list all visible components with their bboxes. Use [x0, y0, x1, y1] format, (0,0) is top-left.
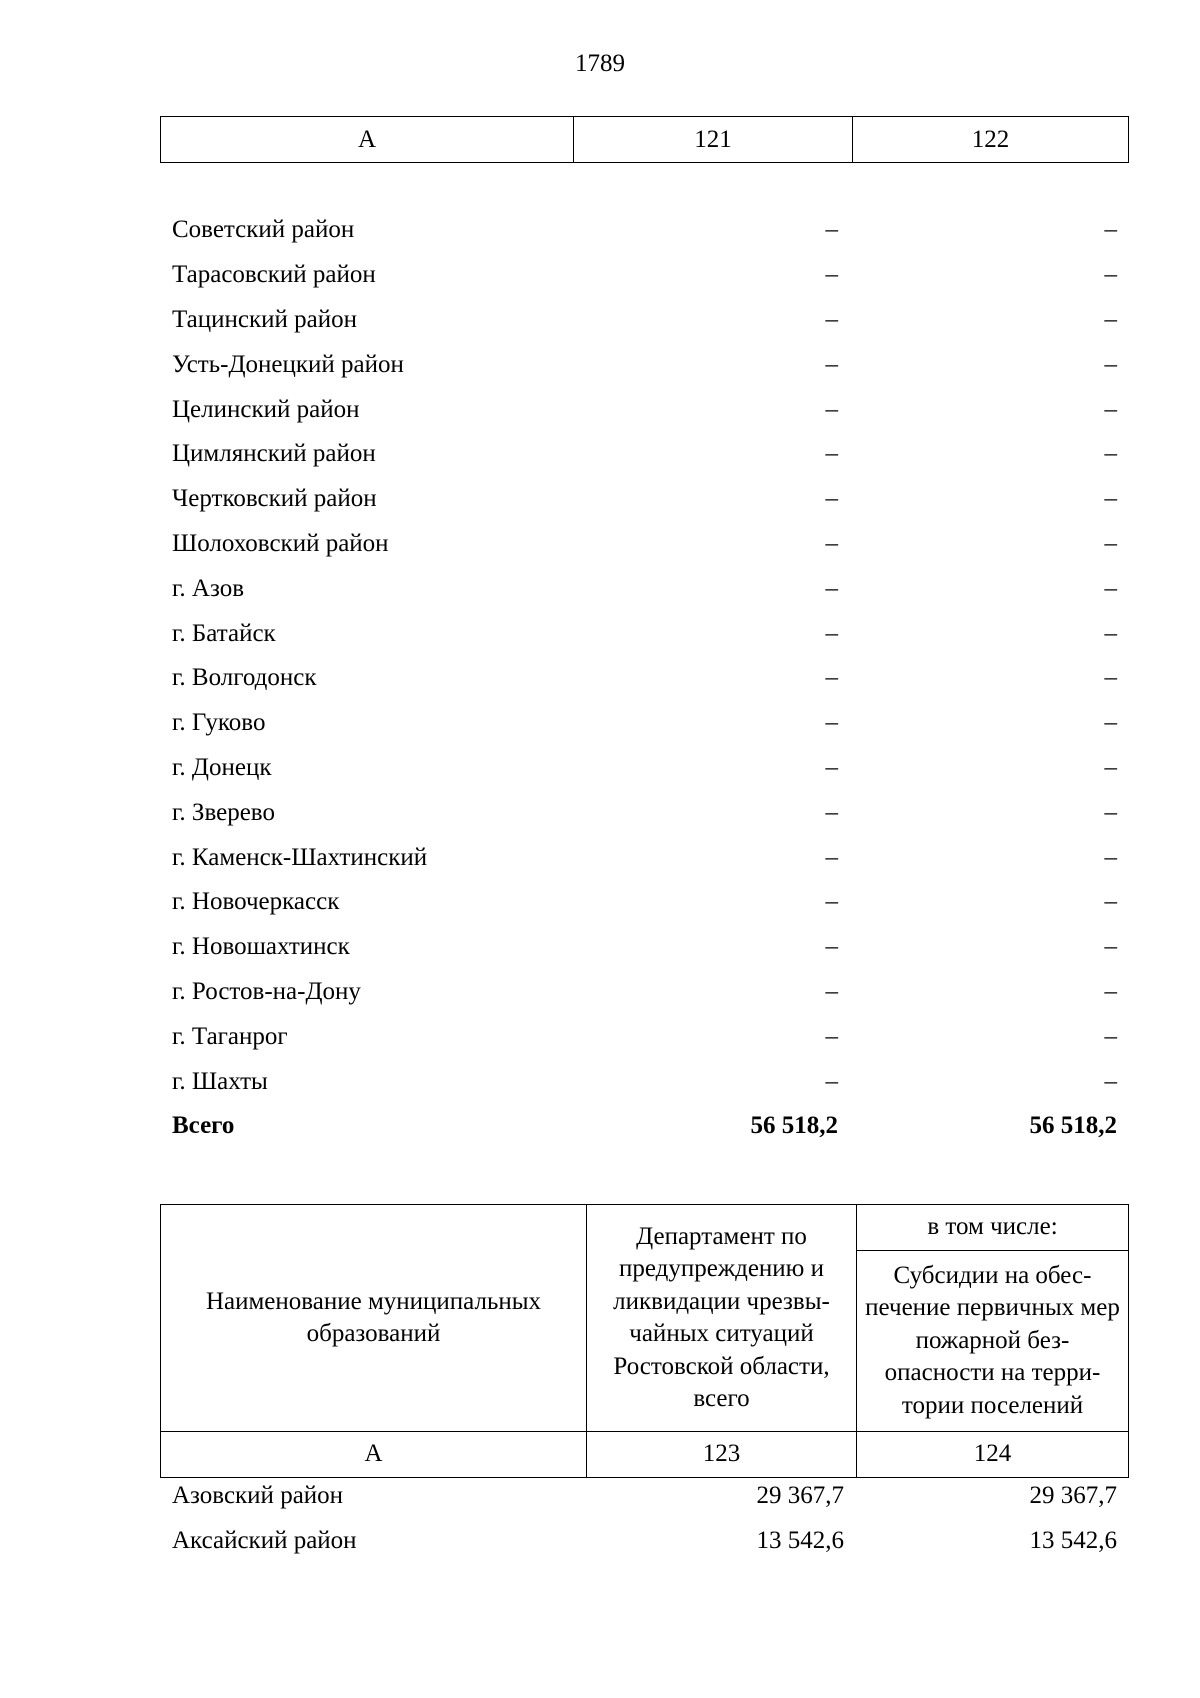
row-value-1: –	[825, 216, 838, 244]
table-row	[160, 298, 1129, 343]
row-name: г. Батайск	[172, 619, 276, 647]
table2-number-123: 123	[587, 1432, 857, 1478]
row-name: Всего	[172, 1112, 235, 1140]
row-value-1: –	[825, 977, 838, 1005]
row-value-1: 29 367,7	[756, 1482, 844, 1510]
table-row	[160, 880, 1129, 925]
table-row	[160, 208, 1129, 253]
row-value-2: –	[1104, 574, 1117, 602]
table-row	[160, 790, 1129, 835]
row-value-1: –	[825, 888, 838, 916]
table-row	[160, 477, 1129, 522]
row-value-1: –	[825, 1022, 838, 1050]
row-value-1: –	[825, 664, 838, 692]
table-row	[160, 701, 1129, 746]
row-value-2: –	[1104, 843, 1117, 871]
row-value-2: –	[1104, 305, 1117, 333]
row-name: г. Шахты	[172, 1067, 268, 1095]
table2-header	[160, 1204, 1129, 1478]
table1-header-col-122: 122	[853, 117, 1129, 163]
row-name: Аксайский район	[172, 1527, 357, 1555]
row-value-2: –	[1104, 933, 1117, 961]
table1-header-col-a: А	[161, 117, 574, 163]
table-row	[160, 432, 1129, 477]
row-value-1: –	[825, 305, 838, 333]
row-value-2: –	[1104, 216, 1117, 244]
table2-col-name-header: Наименование муниципальных образований	[161, 1205, 587, 1432]
row-value-1: –	[825, 440, 838, 468]
table1-body	[160, 208, 1129, 1149]
row-value-1: –	[825, 619, 838, 647]
table-row	[160, 746, 1129, 791]
table2-number-124: 124	[857, 1432, 1129, 1478]
table-row	[160, 835, 1129, 880]
row-value-2: –	[1104, 261, 1117, 289]
row-name: Чертковский район	[172, 485, 377, 513]
row-value-1: –	[825, 574, 838, 602]
row-value-2: –	[1104, 753, 1117, 781]
table-row	[160, 656, 1129, 701]
table-row	[160, 342, 1129, 387]
table2-col-dept-header: Департамент по предупреждению и ликвидации чрезвы-чайных ситуаций Ростовской области, всего	[587, 1205, 857, 1432]
table-row	[160, 925, 1129, 970]
row-name: г. Азов	[172, 574, 245, 602]
row-name: Советский район	[172, 216, 355, 244]
row-name: Усть-Донецкий район	[172, 350, 404, 378]
table-row	[160, 253, 1129, 298]
row-value-2: –	[1104, 888, 1117, 916]
row-name: Тарасовский район	[172, 261, 376, 289]
table1-header	[160, 116, 1129, 163]
table-row	[160, 387, 1129, 432]
row-value-2: –	[1104, 664, 1117, 692]
row-value-1: –	[825, 485, 838, 513]
table2-body	[160, 1474, 1129, 1564]
row-value-2: –	[1104, 1067, 1117, 1095]
row-value-1: –	[825, 709, 838, 737]
row-value-2: –	[1104, 350, 1117, 378]
table-row	[160, 1474, 1129, 1519]
row-value-1: –	[825, 261, 838, 289]
table-row	[160, 1519, 1129, 1564]
row-value-1: –	[825, 753, 838, 781]
row-value-2: –	[1104, 977, 1117, 1005]
row-name: г. Каменск-Шахтинский	[172, 843, 428, 871]
row-name: Азовский район	[172, 1482, 344, 1510]
table2-col-incl-header: в том числе:	[857, 1205, 1129, 1251]
table-row	[160, 611, 1129, 656]
row-value-2: –	[1104, 619, 1117, 647]
row-value-2: –	[1104, 440, 1117, 468]
row-value-2: –	[1104, 709, 1117, 737]
row-value-1: 13 542,6	[756, 1527, 844, 1555]
row-value-2: 29 367,7	[1029, 1482, 1117, 1510]
row-name: г. Зверево	[172, 798, 275, 826]
table-row	[160, 1059, 1129, 1104]
row-name: г. Гуково	[172, 709, 266, 737]
table-row	[160, 522, 1129, 567]
table-row	[160, 970, 1129, 1015]
row-name: г. Новочеркасск	[172, 888, 340, 916]
row-name: г. Донецк	[172, 753, 272, 781]
row-name: Цимлянский район	[172, 440, 376, 468]
row-value-1: –	[825, 798, 838, 826]
table-row	[160, 1104, 1129, 1149]
table1-header-col-121: 121	[574, 117, 853, 163]
row-value-2: 56 518,2	[1029, 1112, 1117, 1140]
row-name: Тацинский район	[172, 305, 357, 333]
table2-number-a: А	[161, 1432, 587, 1478]
row-value-1: –	[825, 843, 838, 871]
row-value-2: –	[1104, 395, 1117, 423]
table-row	[160, 566, 1129, 611]
row-value-1: –	[825, 529, 838, 557]
table2-col-subsidy-header: Субсидии на обес-печение первичных мер пожарной без-опасности на терри-тории поселений	[857, 1251, 1129, 1432]
row-name: г. Ростов-на-Дону	[172, 977, 361, 1005]
row-name: г. Новошахтинск	[172, 933, 350, 961]
row-value-2: –	[1104, 1022, 1117, 1050]
table-row	[160, 1014, 1129, 1059]
page-number: 1789	[575, 50, 625, 77]
row-value-2: –	[1104, 485, 1117, 513]
row-name: г. Волгодонск	[172, 664, 317, 692]
row-name: г. Таганрог	[172, 1022, 288, 1050]
row-name: Шолоховский район	[172, 529, 389, 557]
row-value-2: –	[1104, 529, 1117, 557]
row-value-1: –	[825, 1067, 838, 1095]
row-name: Целинский район	[172, 395, 360, 423]
row-value-2: –	[1104, 798, 1117, 826]
row-value-1: 56 518,2	[750, 1112, 838, 1140]
row-value-1: –	[825, 350, 838, 378]
row-value-1: –	[825, 933, 838, 961]
row-value-1: –	[825, 395, 838, 423]
row-value-2: 13 542,6	[1029, 1527, 1117, 1555]
